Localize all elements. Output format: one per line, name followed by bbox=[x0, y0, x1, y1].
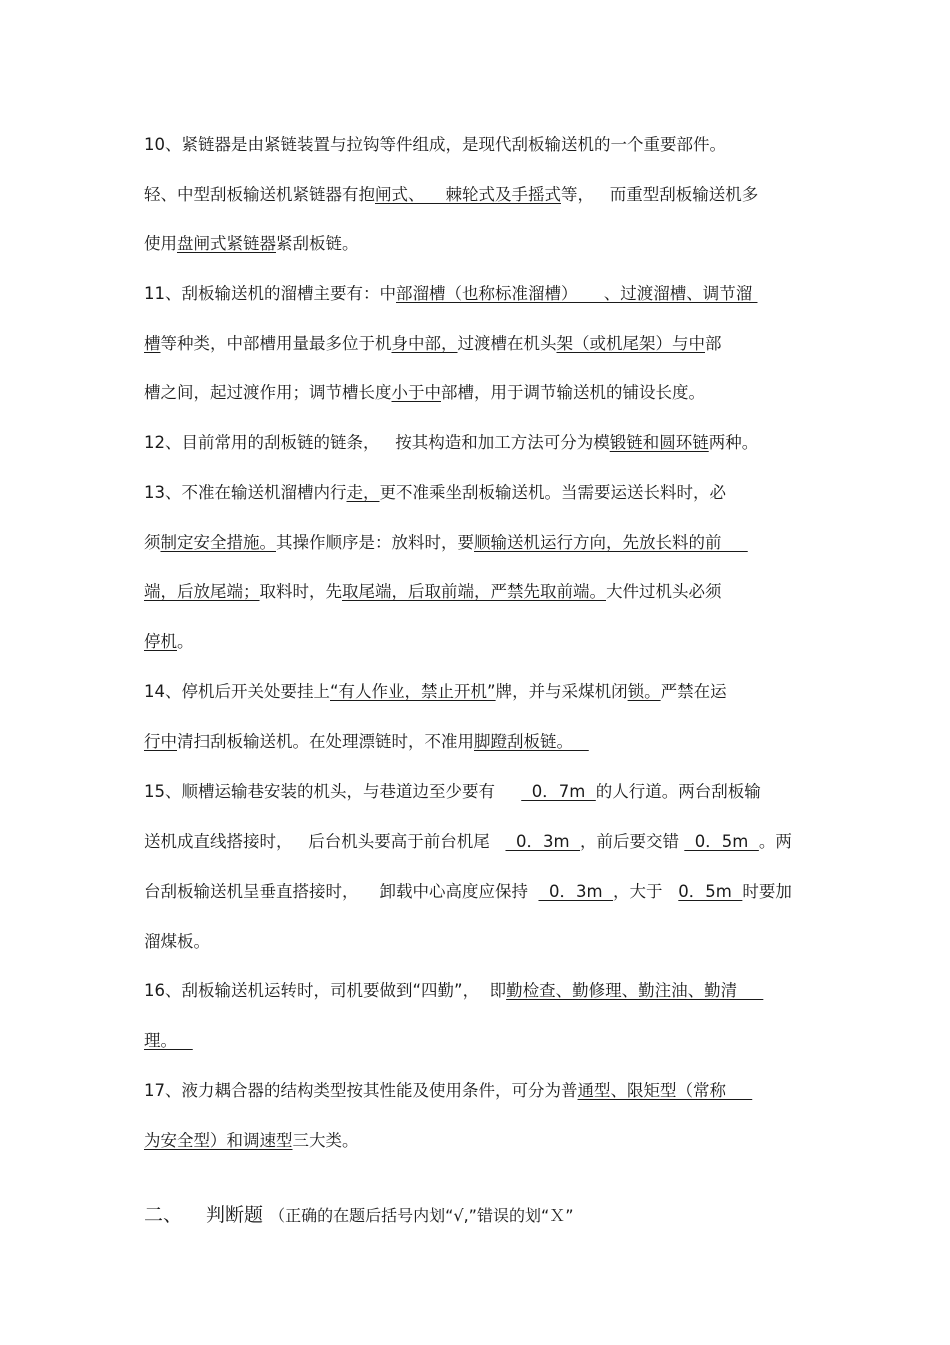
text-segment: 16、刮板输送机运转时，司机要做到“四勤”， 即 bbox=[144, 981, 507, 1000]
answer-blank: “有人作业，禁止开机” bbox=[330, 682, 496, 701]
text-segment: 部槽，用于调节输送机的铺设长度。 bbox=[441, 383, 705, 402]
answer-blank: 端，后放尾端； bbox=[144, 582, 260, 601]
text-line bbox=[144, 232, 809, 256]
text-line bbox=[144, 431, 809, 455]
answer-blank: 走， bbox=[346, 483, 380, 502]
text-segment: 紧刮板链。 bbox=[276, 234, 359, 253]
text-line bbox=[144, 780, 809, 804]
answer-blank: 取尾端，后取前端，严禁先取前端。 bbox=[342, 582, 606, 601]
text-segment: 11、刮板输送机的溜槽主要有：中 bbox=[144, 284, 396, 303]
text-segment: 17、液力耦合器的结构类型按其性能及使用条件，可分为普 bbox=[144, 1081, 578, 1100]
text-line bbox=[144, 183, 809, 207]
text-segment: 台刮板输送机呈垂直搭接时， 卸载中心高度应保持 bbox=[144, 882, 539, 901]
answer-blank: 0．7m bbox=[521, 782, 596, 801]
answer-blank: 通型、限矩型（常称 bbox=[577, 1081, 753, 1100]
text-line bbox=[144, 580, 809, 604]
text-segment: 等种类，中部槽用量最多位于机 bbox=[160, 334, 392, 353]
text-segment: 槽之间，起过渡作用；调节槽长度 bbox=[144, 383, 392, 402]
text-segment: 14、停机后开关处要挂上 bbox=[144, 682, 330, 701]
text-line bbox=[144, 1129, 809, 1153]
text-segment: 。 bbox=[177, 632, 194, 651]
text-segment: 取料时，先 bbox=[259, 582, 342, 601]
text-line bbox=[144, 133, 809, 157]
text-segment: ，大于 bbox=[613, 882, 679, 901]
answer-blank: 0．3m bbox=[538, 882, 614, 901]
text-segment: 。两 bbox=[758, 832, 792, 851]
text-line bbox=[144, 830, 809, 854]
answer-blank: 身中部， bbox=[391, 334, 458, 353]
text-line bbox=[144, 930, 809, 954]
text-segment: 轻、中型刮板输送机紧链器有抱 bbox=[144, 185, 375, 204]
answer-blank: 顺输送机运行方向，先放长料的前 bbox=[474, 533, 748, 552]
text-line bbox=[144, 680, 809, 704]
answer-blank: 小于中 bbox=[391, 383, 441, 402]
answer-blank: 闸式、 棘轮式及手摇式 bbox=[375, 185, 561, 204]
text-line bbox=[144, 481, 809, 505]
text-segment: 牌，并与采煤机闭 bbox=[495, 682, 628, 701]
text-segment: 时要加 bbox=[742, 882, 792, 901]
answer-blank: 停机 bbox=[144, 632, 177, 651]
answer-blank: 行中 bbox=[144, 732, 177, 751]
text-segment: 使用 bbox=[144, 234, 177, 253]
text-segment: 部 bbox=[705, 334, 722, 353]
answer-blank: 锻链和圆环链 bbox=[609, 433, 709, 452]
text-segment: 其操作顺序是：放料时，要 bbox=[276, 533, 474, 552]
text-line bbox=[144, 1079, 809, 1103]
text-segment: 严禁在运 bbox=[660, 682, 738, 701]
answer-blank: 脚蹬刮板链。 bbox=[474, 732, 589, 751]
answer-blank: 部溜槽（也称标准溜槽） 、过渡溜槽、调节溜 bbox=[396, 284, 758, 303]
text-segment: 清扫刮板输送机。在处理漂链时，不准用 bbox=[177, 732, 474, 751]
text-segment: 大件过机头必须 bbox=[606, 582, 722, 601]
text-segment: ，前后要交错 bbox=[580, 832, 685, 851]
text-line bbox=[144, 531, 809, 555]
text-segment: 的人行道。两台刮板输 bbox=[595, 782, 761, 801]
answer-blank: 架（或机尾架）与中 bbox=[556, 334, 705, 353]
text-line bbox=[144, 332, 809, 356]
answer-blank: 盘闸式紧链器 bbox=[177, 234, 276, 253]
text-segment: 须 bbox=[144, 533, 161, 552]
text-line bbox=[144, 730, 809, 754]
text-segment: 10、紧链器是由紧链装置与拉钩等件组成，是现代刮板输送机的一个重要部件。 bbox=[144, 135, 726, 154]
text-segment: 更不准乘坐刮板输送机。当需要运送长料时，必 bbox=[379, 483, 726, 502]
text-line bbox=[144, 282, 809, 306]
text-segment: 三大类。 bbox=[292, 1131, 359, 1150]
answer-blank: 锁。 bbox=[627, 682, 661, 701]
text-segment: 过渡槽在机头 bbox=[457, 334, 557, 353]
answer-blank: 槽 bbox=[144, 334, 161, 353]
text-segment: 13、不准在输送机溜槽内行 bbox=[144, 483, 347, 502]
section-note: （正确的在题后括号内划“√,”错误的划“Ｘ” bbox=[269, 1206, 574, 1225]
answer-blank: 0．5m bbox=[678, 882, 743, 901]
answer-blank: 0．3m bbox=[505, 832, 581, 851]
text-line bbox=[144, 880, 809, 904]
text-segment: 溜煤板。 bbox=[144, 932, 210, 951]
answer-blank: 0．5m bbox=[684, 832, 759, 851]
answer-blank: 制定安全措施。 bbox=[160, 533, 276, 552]
text-line bbox=[144, 979, 809, 1003]
text-segment: 等， 而重型刮板输送机多 bbox=[560, 185, 759, 204]
text-line bbox=[144, 381, 809, 405]
answer-blank: 勤检查、勤修理、勤注油、勤清 bbox=[506, 981, 764, 1000]
section-heading bbox=[144, 1202, 574, 1229]
section-number: 二、 bbox=[144, 1204, 183, 1226]
text-segment: 12、目前常用的刮板链的链条， 按其构造和加工方法可分为模 bbox=[144, 433, 610, 452]
text-line bbox=[144, 630, 809, 654]
text-segment: 15、顺槽运输巷安装的机头，与巷道边至少要有 bbox=[144, 782, 522, 801]
answer-blank: 为安全型）和调速型 bbox=[144, 1131, 293, 1150]
text-segment: 送机成直线搭接时， 后台机头要高于前台机尾 bbox=[144, 832, 506, 851]
text-line bbox=[144, 1029, 809, 1053]
section-title: 判断题 bbox=[206, 1204, 264, 1226]
text-segment: 两种。 bbox=[708, 433, 759, 452]
answer-blank: 理。 bbox=[144, 1031, 193, 1050]
